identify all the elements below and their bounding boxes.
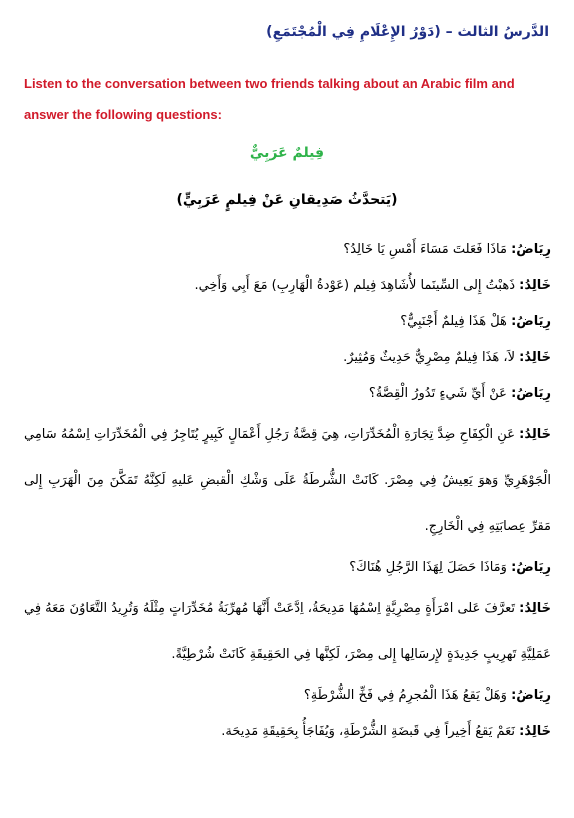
speaker-name: رِيَاضُ: <box>511 560 551 575</box>
dialogue-line <box>24 304 551 340</box>
dialogue <box>24 232 551 750</box>
film-title: فِيلمٌ عَرَبِيٌّ <box>249 145 325 161</box>
dialogue-line <box>24 714 551 750</box>
speaker-name: خَالِدُ: <box>519 427 551 442</box>
dialogue-line <box>24 232 551 268</box>
stage-note: (يَتحدَّثُ صَدِيقانِ عَنْ فِيلمٍ عَرَبِيٍّ) <box>176 192 398 208</box>
dialogue-line <box>24 268 551 304</box>
speaker-name: خَالِدُ: <box>519 724 551 739</box>
line-text: مَاذَا فَعَلتَ مَسَاءَ أَمْسِ يَا خَالِدُ؟ <box>343 242 507 257</box>
line-text: عَنْ أَيِّ شَيءٍ تَدُورُ الْقِصَّةُ؟ <box>368 386 507 401</box>
dialogue-line <box>24 412 551 550</box>
line-text: ذَهبْتُ إِلى السِّينَما لأُشَاهِدَ فِيلم (عَوْدةُ الْهَارِبِ) مَعَ أَبِي وَأَخِي. <box>194 278 516 293</box>
line-text: لاَ، هَذَا فِيلمٌ مِصْرِيٌّ حَدِيثٌ وَمُثِيرٌ. <box>343 350 516 365</box>
speaker-name: خَالِدُ: <box>519 350 551 365</box>
instructions-text: Listen to the conversation between two friends talking about an Arabic film and answer the following questions: <box>24 76 515 122</box>
line-text: وَهَلْ يَقعُ هَذَا الْمُجرِمُ فِي فَخِّ الشُّرْطَةِ؟ <box>303 688 507 703</box>
line-text: هَلْ هَذَا فِيلمٌ أَجْنَبِيٌّ؟ <box>400 314 507 329</box>
dialogue-line <box>24 340 551 376</box>
dialogue-line <box>24 586 551 678</box>
dialogue-line <box>24 550 551 586</box>
speaker-name: رِيَاضُ: <box>511 242 551 257</box>
dialogue-line <box>24 678 551 714</box>
line-text: وَمَاذَا حَصَلَ لِهَذَا الرَّجُلِ هُنَاكَ؟ <box>349 560 507 575</box>
lesson-title: الدَّرسُ الثالث – (دَوْرُ الإِعْلَامِ فِي الْمُجْتَمَعِ) <box>266 24 549 40</box>
speaker-name: خَالِدُ: <box>519 601 551 616</box>
speaker-name: خَالِدُ: <box>519 278 551 293</box>
line-text: تَعرَّفَ عَلى امْرَأَةٍ مِصْرِيَّةٍ اِسْمُهَا مَدِيحَةُ، اِدَّعَتْ أَنَّهَا مُهرِّبَةُ مُخَدِّرَاتٍ مِثْلَهُ وَتُرِيدُ التَّعَاوُنَ مَعَهُ فِي عَمَلِيَّةِ تَهرِيبٍ جَدِيدَةٍ لإِرسَالِها إِلى مِصْرَ، لَكِنَّها فِي الحَقِيقَةِ كَانَتْ شُرْطِيَّةً. <box>24 601 551 662</box>
speaker-name: رِيَاضُ: <box>511 386 551 401</box>
dialogue-line <box>24 376 551 412</box>
speaker-name: رِيَاضُ: <box>511 314 551 329</box>
speaker-name: رِيَاضُ: <box>511 688 551 703</box>
line-text: عَنِ الْكِفَاحِ ضِدَّ تِجَارَةِ الْمُخَدِّرَاتِ، هِيَ قِصَّةُ رَجُلِ أَعْمَالٍ كَبِيرٍ يُتَاجِرُ فِي الْمُخَدِّرَاتِ اِسْمُهُ سَامِي الْجَوْهَرِيِّ وَهوَ يَعِيشُ فِي مِصْرَ. كَانَتْ الشُّرطَةُ عَلَى وَشْكِ الْقبضِ عَليهِ لَكِنَّهُ تَمَكَّنَ مِنَ الْهَرَبِ إِلى مَقرِّ عِصابَتِهِ فِي الْخَارِجِ. <box>24 427 551 534</box>
line-text: نَعَمْ يَقعُ أَخِيراً فِي قَبضَةِ الشُّرْطَةِ، وَيُفَاجَأُ بِحَقِيقَةِ مَدِيحَة. <box>221 724 516 739</box>
